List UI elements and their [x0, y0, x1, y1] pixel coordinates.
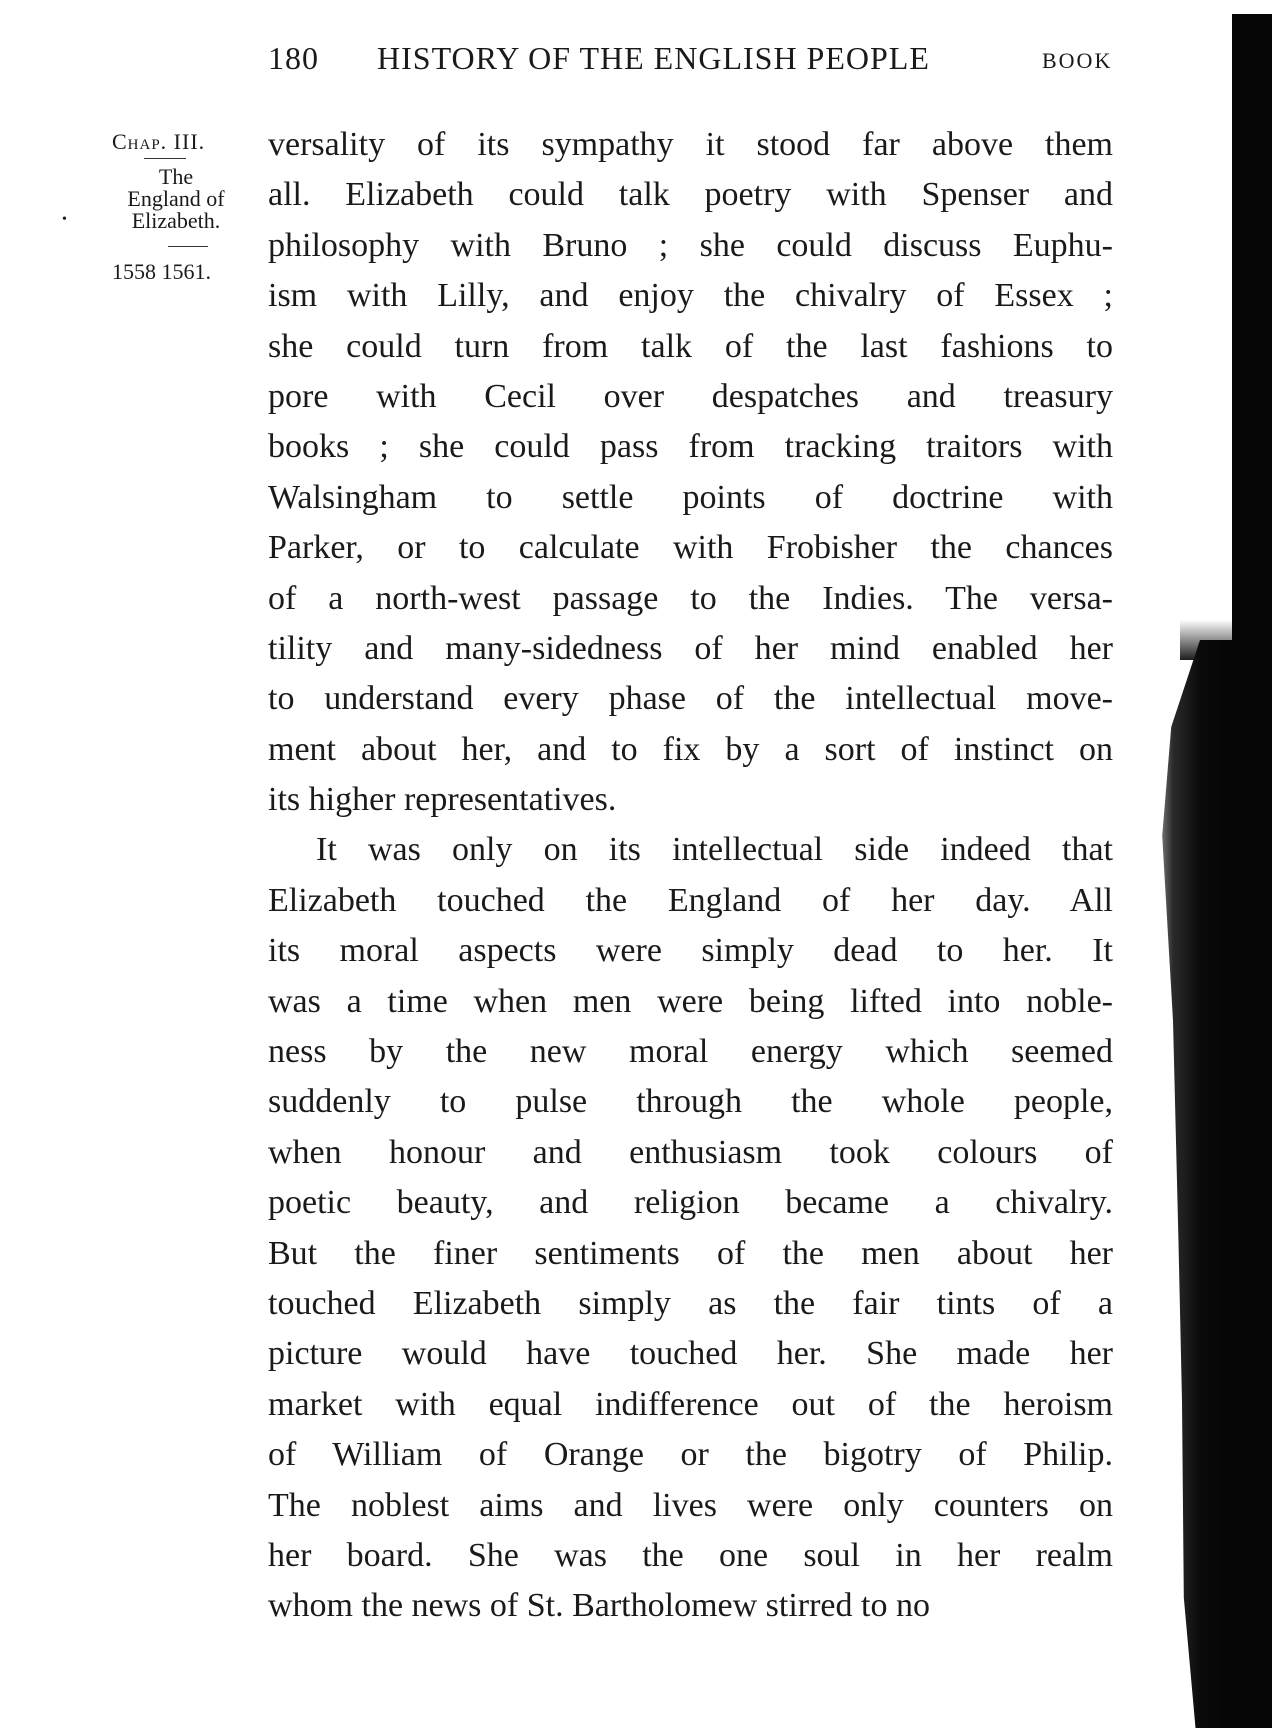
paragraph-1 [268, 120, 1113, 825]
sidenote-dates: 1558 1561. [112, 259, 211, 284]
running-title: HISTORY OF THE ENGLISH PEOPLE [377, 40, 930, 76]
text-line: to understand every phase of the intellectual move- [268, 680, 1113, 718]
text-line: touched Elizabeth simply as the fair tints of a [268, 1284, 1113, 1322]
sidenote-subject-line2: England of [127, 186, 225, 211]
text-line: tility and many-sidedness of her mind enabled her [268, 629, 1113, 667]
text-line: The noblest aims and lives were only counters on [268, 1486, 1113, 1524]
running-head [0, 40, 1272, 80]
margin-dot: • [62, 212, 67, 227]
page-edge-shadow [1146, 640, 1236, 1728]
text-line: its higher representatives. [268, 781, 617, 819]
text-line: her board. She was the one soul in her realm [268, 1536, 1113, 1574]
text-line: all. Elizabeth could talk poetry with Spenser and [268, 176, 1113, 214]
page-number: 180 [268, 40, 319, 76]
text-line: picture would have touched her. She made her [268, 1335, 1113, 1373]
text-line: of William of Orange or the bigotry of Philip. [268, 1436, 1113, 1474]
text-line: Walsingham to settle points of doctrine with [268, 478, 1113, 516]
sidenote-chapter: Chap. III. [112, 129, 206, 154]
text-line: of a north-west passage to the Indies. The versa- [268, 579, 1113, 617]
text-line: ness by the new moral energy which seemed [268, 1033, 1113, 1071]
text-line: pore with Cecil over despatches and treasury [268, 377, 1113, 415]
sidenote-subject-line1: The [158, 164, 194, 189]
paragraph-2 [268, 825, 1113, 1631]
text-line: philosophy with Bruno ; she could discuss Euphu- [268, 226, 1113, 264]
main-text [268, 120, 1113, 1632]
text-line: whom the news of St. Bartholomew stirred to no [268, 1587, 930, 1625]
page-edge-dark [1232, 14, 1272, 1728]
text-line: Parker, or to calculate with Frobisher the chances [268, 529, 1113, 567]
text-line: books ; she could pass from tracking traitors with [268, 428, 1113, 466]
text-line: versality of its sympathy it stood far above them [268, 126, 1113, 163]
text-line: poetic beauty, and religion became a chivalry. [268, 1184, 1113, 1222]
text-line: Elizabeth touched the England of her day. All [268, 881, 1113, 919]
text-line: when honour and enthusiasm took colours of [268, 1133, 1113, 1171]
text-line: ment about her, and to fix by a sort of instinct on [268, 730, 1113, 768]
text-line: was a time when men were being lifted into noble- [268, 982, 1113, 1020]
text-line: suddenly to pulse through the whole people, [268, 1083, 1113, 1121]
running-book-label: BOOK [1042, 48, 1113, 73]
sidenote-subject-line3: Elizabeth. [131, 208, 221, 233]
text-line: its moral aspects were simply dead to her. It [268, 932, 1113, 970]
sidenote-rule-top [144, 158, 186, 159]
text-line: But the finer sentiments of the men about her [268, 1234, 1113, 1272]
text-line: market with equal indifference out of the heroism [268, 1385, 1113, 1423]
text-line: ism with Lilly, and enjoy the chivalry of Essex ; [268, 277, 1113, 315]
sidenote-rule-bottom [168, 246, 208, 247]
text-line: It was only on its intellectual side indeed that [316, 831, 1113, 869]
text-line: she could turn from talk of the last fashions to [268, 327, 1113, 365]
